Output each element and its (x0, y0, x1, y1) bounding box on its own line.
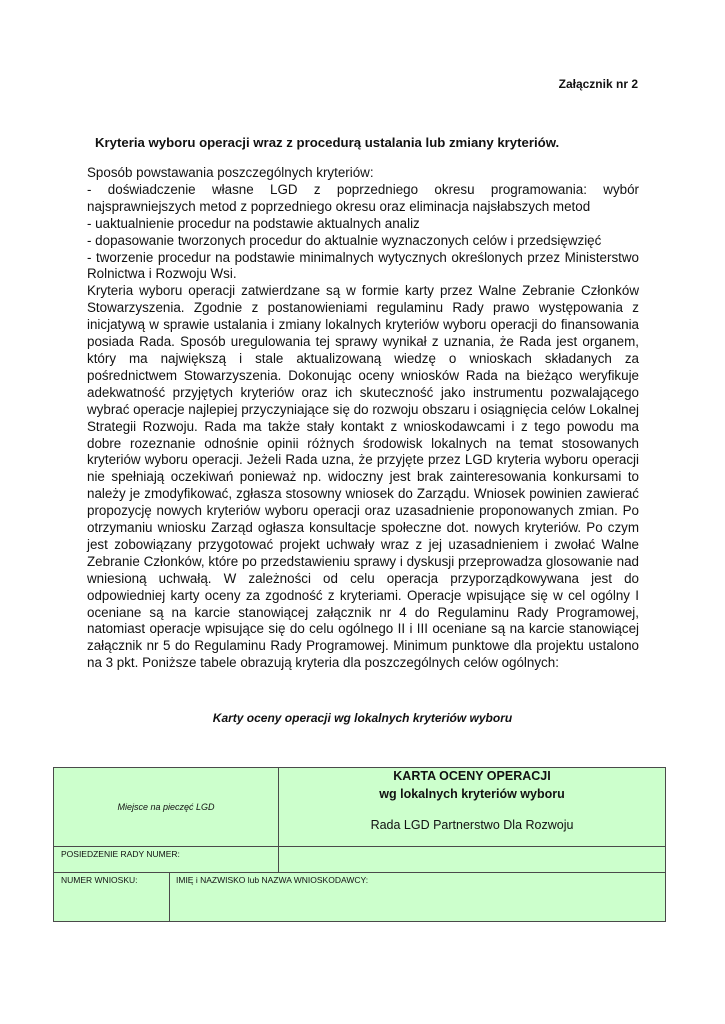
document-body (87, 165, 639, 672)
council-name: Rada LGD Partnerstwo Dla Rozwoju (370, 818, 574, 832)
intro-text: Sposób powstawania poszczególnych kryteriów: (87, 165, 374, 180)
stamp-label: Miejsce na pieczęć LGD (117, 802, 215, 812)
application-number-cell (54, 873, 170, 921)
meeting-number-label-cell (54, 847, 279, 873)
list-item: - uaktualnienie procedur na podstawie aktualnych analiz (87, 215, 420, 231)
applicant-name-label: IMIĘ i NAZWISKO lub NAZWA WNIOSKODAWCY: (176, 875, 369, 885)
annex-label: Załącznik nr 2 (558, 77, 638, 91)
cards-caption: Karty oceny operacji wg lokalnych kryteriów wyboru (212, 711, 513, 725)
main-paragraph: Kryteria wyboru operacji zatwierdzane są w formie karty przez Walne Zebranie Członków Stowarzyszenia. Zgodnie z postanowieniami regulaminu Rady prawo występowania z inicjatywą w sprawie ustalania i zmiany lokalnych kryteriów wyboru operacji do finansowania posiada Rada. Sposób uregulowania tej sprawy wynikał z uznania, że Rada jest organem, który ma największą i stale aktualizowaną wiedzę o wnioskach składanych za pośrednictwem Stowarzyszenia. Dokonując oceny wniosków Rada na bieżąco weryfikuje adekwatność przyjętych kryteriów oraz ich skuteczność jako instrumentu pozwalającego wybrać operacje najlepiej przyczyniające się do rozwoju obszaru i osiągnięcia celów Lokalnej Strategii Rozwoju. Rada ma także stały kontakt z wnioskodawcami i z tego powodu ma dobre rozeznanie odnośnie opinii różnych środowisk lokalnych na temat stosowanych kryteriów wyboru operacji. Jeżeli Rada uzna, że przyjęte przez LGD kryteria wyboru operacji nie spełniają oczekiwań ponieważ np. widoczny jest brak zainteresowania konkursami to należy je zmodyfikować, zgłasza stosowny wniosek do Zarządu. Wniosek powinien zawierać propozycję nowych kryteriów wyboru operacji oraz uzasadnienie proponowanych zmian. Po otrzymaniu wniosku Zarząd ogłasza konsultacje społeczne dot. nowych kryteriów. Po czym jest zobowiązany przygotować projekt uchwały wraz z jej uzasadnieniem i zwołać Walne Zebranie Członków, które po przedstawieniu sprawy i dyskusji przeprowadza glosowanie nad wniesioną uchwałą. W zależności od celu operacja przyporządkowywana jest do odpowiedniej karty oceny za zgodność z kryteriami. Operacje wpisujące się w cel ogólny I oceniane są na karcie stanowiącej załącznik nr 4 do Regulaminu Rady Programowej, natomiast operacje wpisujące się do celu ogólnego II i III oceniane są na karcie stanowiącej załącznik nr 5 do Regulaminu Rady Programowej. Minimum punktowe dla projektu ustalono na 3 pkt. Poniższe tabele obrazują kryteria dla poszczególnych celów ogólnych: (87, 283, 639, 671)
list-item: - tworzenie procedur na podstawie minimalnych wytycznych określonych przez Ministerstwo Rolnictwa i Rozwoju Wsi. (87, 249, 639, 282)
list-item: - dopasowanie tworzonych procedur do aktualnie wyznaczonych celów i przedsięwzięć (87, 232, 602, 248)
list-item: - doświadczenie własne LGD z poprzedniego okresu programowania: wybór najsprawniejszych metod z poprzedniego okresu oraz eliminacja najsłabszych metod (87, 181, 639, 214)
card-subheading: wg lokalnych kryteriów wyboru (379, 787, 565, 801)
application-number-label: NUMER WNIOSKU: (61, 875, 138, 885)
evaluation-card-table (53, 767, 666, 922)
meeting-number-field (279, 847, 665, 873)
card-header-cell (279, 768, 665, 847)
applicant-name-cell (170, 873, 665, 921)
card-heading: KARTA OCENY OPERACJI (393, 769, 551, 783)
document-title: Kryteria wyboru operacji wraz z procedurą ustalania lub zmiany kryteriów. (95, 135, 560, 150)
meeting-number-label: POSIEDZENIE RADY NUMER: (61, 849, 180, 859)
stamp-cell (54, 768, 279, 847)
